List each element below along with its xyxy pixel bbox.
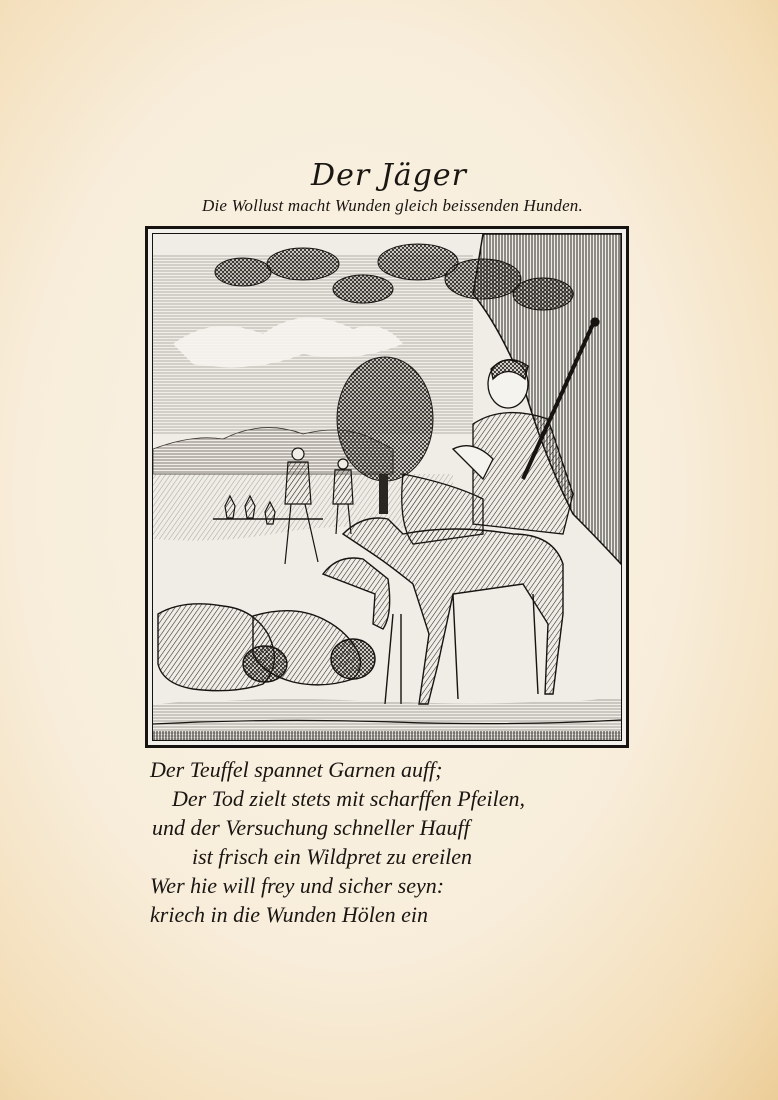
grass-border bbox=[153, 731, 621, 740]
verse-line-4: ist frisch ein Wildpret zu ereilen bbox=[192, 844, 473, 869]
print-subtitle: Die Wollust macht Wunden gleich beissenden Hunden. bbox=[202, 196, 583, 215]
middle-tree-trunk bbox=[379, 474, 388, 514]
engraving-frame bbox=[145, 226, 629, 748]
verse-line-5: Wer hie will frey und sicher seyn: bbox=[150, 873, 445, 898]
verse-line-2: Der Tod zielt stets mit scharffen Pfeilen, bbox=[172, 786, 525, 811]
engraving-illustration bbox=[153, 234, 621, 740]
verse-line-6: kriech in die Wunden Hölen ein bbox=[150, 902, 428, 927]
middle-tree-crown bbox=[337, 357, 433, 481]
verse-line-3: und der Versuchung schneller Hauff bbox=[152, 815, 470, 840]
print-title: Der Jäger bbox=[311, 158, 467, 193]
verse-block bbox=[150, 755, 640, 929]
verse-line-1: Der Teuffel spannet Garnen auff; bbox=[150, 757, 443, 782]
